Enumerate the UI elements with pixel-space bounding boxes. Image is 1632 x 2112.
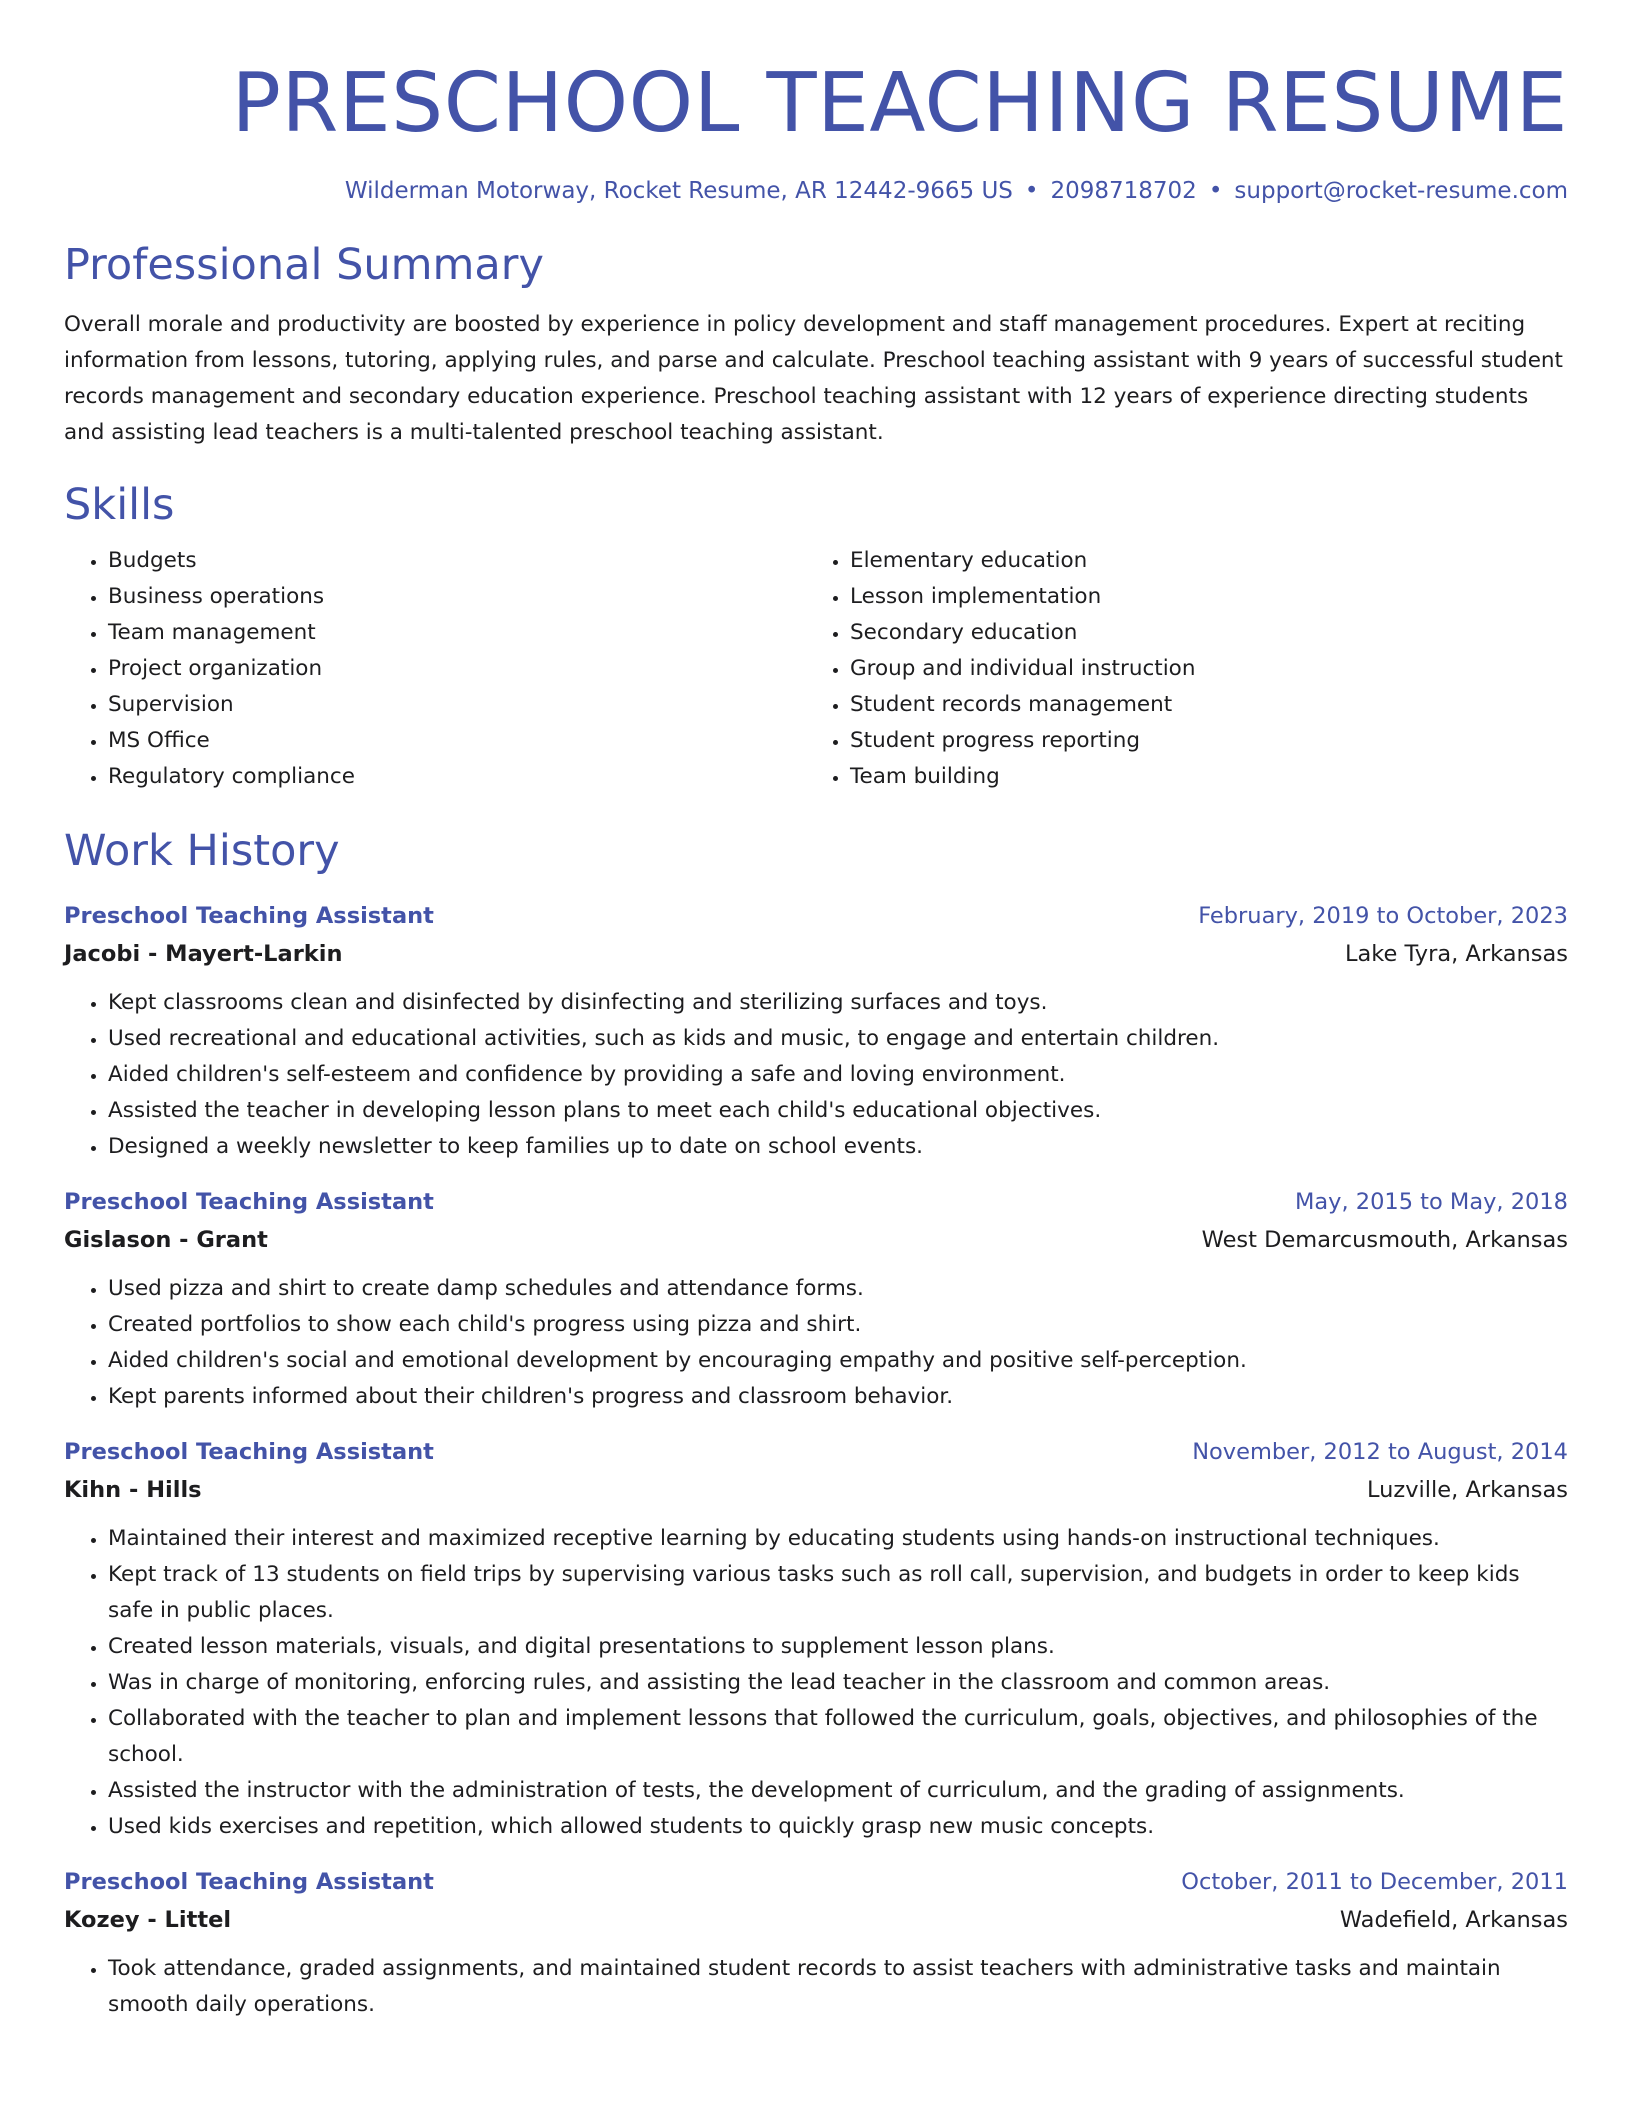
job-location: Luzville, Arkansas — [1367, 1477, 1568, 1503]
job-title: Preschool Teaching Assistant — [64, 903, 434, 929]
job-bullet: • Maintained their interest and maximized receptive learning by educating students using hands-on instructional techniques. — [108, 1521, 1568, 1557]
job-dates: November, 2012 to August, 2014 — [1192, 1439, 1568, 1465]
job-entry — [64, 1433, 1568, 1845]
skills-heading: Skills — [64, 480, 175, 530]
skill-item: • Budgets — [108, 543, 806, 579]
job-bullets — [64, 1951, 1568, 2023]
job-dates: February, 2019 to October, 2023 — [1198, 903, 1568, 929]
job-bullet: • Collaborated with the teacher to plan and implement lessons that followed the curriculum, goals, objectives, and philosophies of the school. — [108, 1701, 1568, 1773]
job-bullet: • Used recreational and educational activities, such as kids and music, to engage and entertain children. — [108, 1021, 1568, 1057]
contact-address: Wilderman Motorway, Rocket Resume, AR 12442-9665 US — [344, 178, 1013, 204]
work-history-heading: Work History — [64, 826, 340, 876]
job-bullet: • Aided children's self-esteem and confidence by providing a safe and loving environment. — [108, 1057, 1568, 1093]
skill-item: • Secondary education — [850, 615, 1548, 651]
job-company: Kihn - Hills — [64, 1477, 202, 1503]
job-bullet: • Designed a weekly newsletter to keep families up to date on school events. — [108, 1129, 1568, 1165]
job-bullet: • Used pizza and shirt to create damp schedules and attendance forms. — [108, 1271, 1568, 1307]
skill-item: • Lesson implementation — [850, 579, 1548, 615]
skill-item: • Team management — [108, 615, 806, 651]
job-location: West Demarcusmouth, Arkansas — [1201, 1227, 1568, 1253]
job-bullet: • Created portfolios to show each child's progress using pizza and shirt. — [108, 1307, 1568, 1343]
job-bullet: • Kept parents informed about their children's progress and classroom behavior. — [108, 1379, 1568, 1415]
job-bullets — [64, 1271, 1568, 1415]
skill-item: • Student progress reporting — [850, 723, 1548, 759]
job-dates: October, 2011 to December, 2011 — [1181, 1869, 1568, 1895]
contact-separator: • — [1208, 178, 1223, 204]
job-bullet: • Aided children's social and emotional development by encouraging empathy and positive self-perception. — [108, 1343, 1568, 1379]
job-company: Gislason - Grant — [64, 1227, 268, 1253]
job-bullet: • Created lesson materials, visuals, and digital presentations to supplement lesson plans. — [108, 1629, 1568, 1665]
job-title: Preschool Teaching Assistant — [64, 1869, 434, 1895]
skills-column-left — [64, 543, 806, 795]
skill-item: • Regulatory compliance — [108, 759, 806, 795]
skill-item: • Group and individual instruction — [850, 651, 1548, 687]
resume-title: PRESCHOOL TEACHING RESUME — [231, 56, 1568, 151]
skill-item: • Business operations — [108, 579, 806, 615]
job-bullet: • Kept track of 13 students on field trips by supervising various tasks such as roll call, supervision, and budgets in order to keep kids safe in public places. — [108, 1557, 1568, 1629]
skill-item: • MS Office — [108, 723, 806, 759]
job-dates: May, 2015 to May, 2018 — [1294, 1189, 1568, 1215]
job-company: Jacobi - Mayert-Larkin — [64, 941, 343, 967]
job-entry — [64, 1183, 1568, 1415]
job-entry — [64, 897, 1568, 1165]
summary-text: Overall morale and productivity are boosted by experience in policy development and staff management procedures. Expert at reciting information from lessons, tutoring, applying rules, and parse and calculate. Preschool teaching assistant with 9 years of successful student records management and secondary education experience. Preschool teaching assistant with 12 years of experience directing students and assisting lead teachers is a multi-talented preschool teaching assistant. — [64, 312, 1563, 445]
job-title: Preschool Teaching Assistant — [64, 1439, 434, 1465]
skill-item: • Project organization — [108, 651, 806, 687]
job-company: Kozey - Littel — [64, 1907, 232, 1933]
skill-item: • Elementary education — [850, 543, 1548, 579]
skill-item: • Supervision — [108, 687, 806, 723]
job-bullet: • Was in charge of monitoring, enforcing rules, and assisting the lead teacher in the classroom and common areas. — [108, 1665, 1568, 1701]
contact-email: support@rocket-resume.com — [1234, 178, 1568, 204]
job-location: Lake Tyra, Arkansas — [1344, 941, 1568, 967]
contact-phone: 2098718702 — [1050, 178, 1197, 204]
job-bullet: • Kept classrooms clean and disinfected by disinfecting and sterilizing surfaces and toys. — [108, 985, 1568, 1021]
skill-item: • Team building — [850, 759, 1548, 795]
job-title: Preschool Teaching Assistant — [64, 1189, 434, 1215]
skill-item: • Student records management — [850, 687, 1548, 723]
job-entry — [64, 1863, 1568, 2023]
contact-line — [64, 175, 1568, 207]
skills-column-right — [806, 543, 1548, 795]
job-bullet: • Assisted the teacher in developing lesson plans to meet each child's educational objectives. — [108, 1093, 1568, 1129]
job-location: Wadefield, Arkansas — [1339, 1907, 1568, 1933]
summary-heading: Professional Summary — [64, 240, 544, 290]
job-bullets — [64, 985, 1568, 1165]
job-bullet: • Took attendance, graded assignments, and maintained student records to assist teachers with administrative tasks and maintain smooth daily operations. — [108, 1951, 1568, 2023]
contact-separator: • — [1024, 178, 1039, 204]
skills-list — [64, 543, 1568, 795]
job-bullet: • Assisted the instructor with the administration of tests, the development of curriculum, and the grading of assignments. — [108, 1773, 1568, 1809]
job-bullets — [64, 1521, 1568, 1845]
job-bullet: • Used kids exercises and repetition, which allowed students to quickly grasp new music concepts. — [108, 1809, 1568, 1845]
